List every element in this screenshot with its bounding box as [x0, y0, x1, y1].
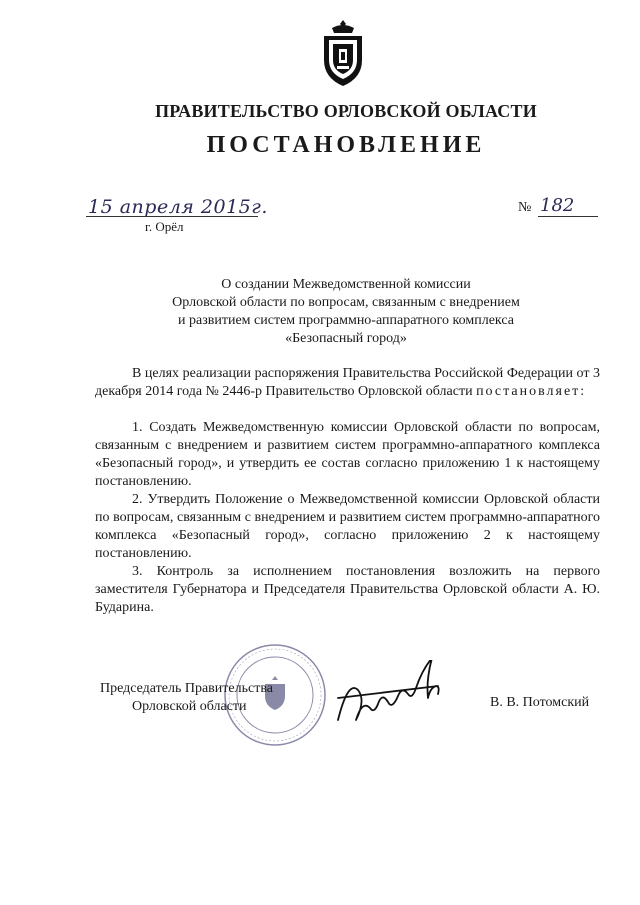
government-name: ПРАВИТЕЛЬСТВО ОРЛОВСКОЙ ОБЛАСТИ: [155, 101, 537, 121]
handwritten-date: 15 апреля 2015г.: [88, 196, 268, 218]
item-1: 1. Создать Межведомственную комиссии Орловской области по вопросам, связанным с внедрением и развитием систем программно-аппаратного комплекса «Безопасный город», и утвердить ее состав согласно приложению 1 к настоящему постановлению.: [95, 420, 600, 489]
subject-line: О создании Межведомственной комиссии: [221, 277, 471, 292]
document-subject: [0, 276, 640, 348]
item-3: 3. Контроль за исполнением постановления возложить на первого заместителя Губернатора и Председателя Правительства Орловской области А. Ю. Бударина.: [95, 564, 600, 615]
number-label: №: [518, 200, 532, 215]
position-line: Председатель Правительства: [100, 681, 273, 696]
handwritten-signature-icon: [330, 660, 460, 740]
handwritten-number: 182: [540, 195, 575, 216]
subject-line: Орловской области по вопросам, связанным с внедрением: [172, 295, 520, 310]
date-underline: [86, 216, 258, 217]
signatory-position: [100, 680, 273, 716]
subject-line: «Безопасный город»: [285, 331, 407, 346]
number-underline: [538, 216, 598, 217]
document-body: [95, 365, 600, 617]
preamble-paragraph: [95, 365, 600, 401]
subject-line: и развитием систем программно-аппаратного комплекса: [178, 313, 514, 328]
position-line: Орловской области: [132, 699, 247, 714]
document-type: ПОСТАНОВЛЕНИЕ: [206, 132, 486, 158]
signatory-name: В. В. Потомский: [490, 695, 590, 710]
coat-of-arms-icon: [318, 18, 368, 88]
item-2: 2. Утвердить Положение о Межведомственной комиссии Орловской области по вопросам, связанным с внедрением и развитием систем программно-аппаратного комплекса «Безопасный город», согласно приложению 2 к настоящему постановлению.: [95, 492, 600, 561]
city: г. Орёл: [145, 219, 184, 234]
resolves-word: постановляет:: [476, 384, 587, 399]
preamble-text: В целях реализации распоряжения Правительства Российской Федерации от 3 декабря 2014 года № 2446-р Правительство Орловской области: [95, 366, 600, 399]
